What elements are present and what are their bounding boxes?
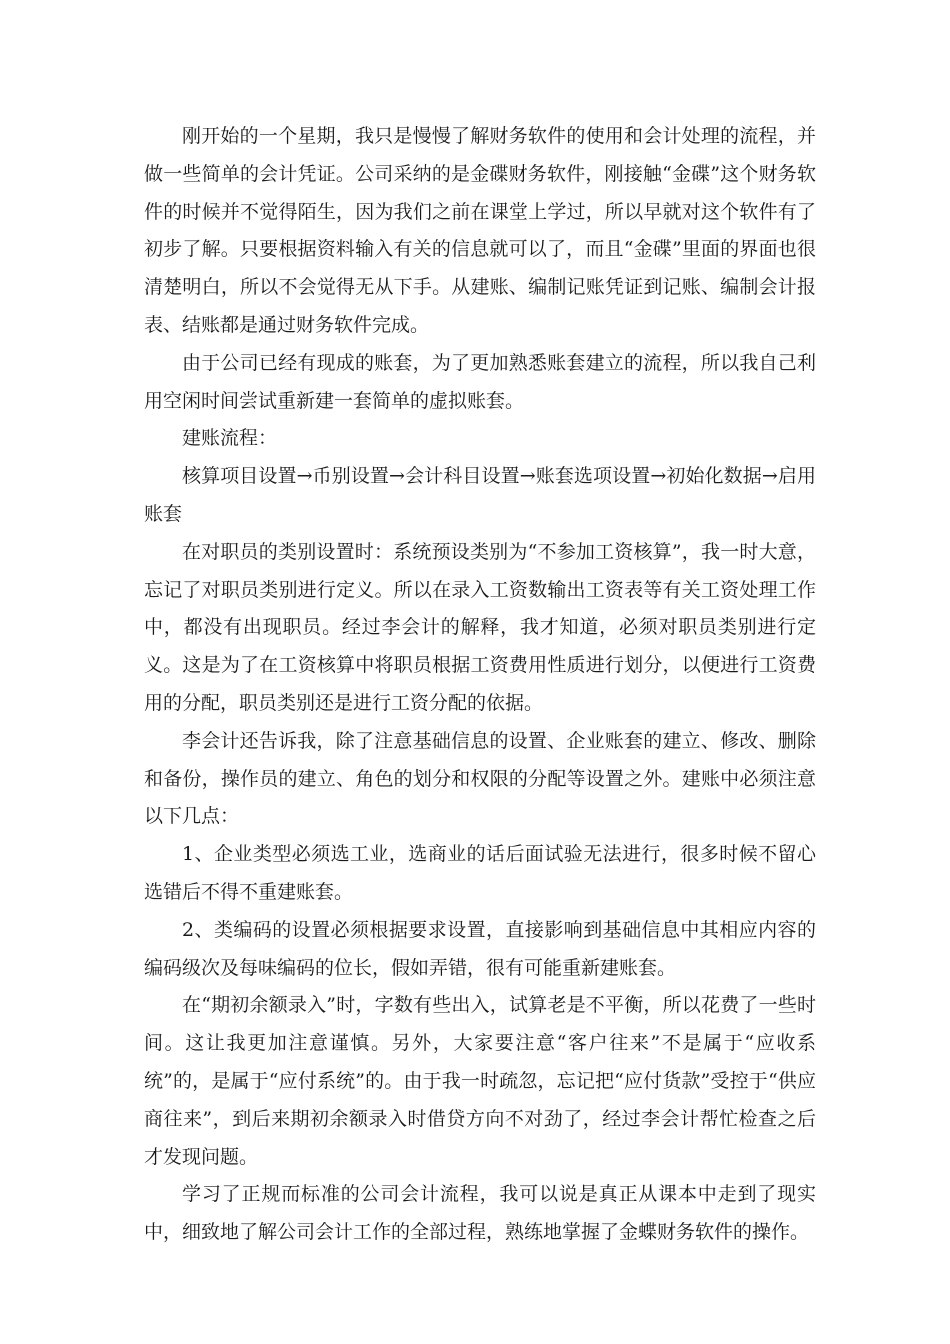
paragraph-ledger-process-heading: 建账流程： bbox=[182, 427, 278, 450]
paragraph-opening-balance: 在“期初余额录入”时，字数有些出入，试算老是不平衡，所以花费了一些时间。这让我更加注意谨慎。另外，大家要注意“客户往来”不是属于“应收系统”的，是属于“应付系统”的。由于我一时疏忽，忘记把“应付货款”受控于“供应商往来”，到后来期初余额录入时借贷方向不对劲了，经过李会计帮忙检查之后才发现问题。 bbox=[144, 994, 816, 1168]
paragraph-point-1: 1、企业类型必须选工业，选商业的话后面试验无法进行，很多时候不留心选错后不得不重建账套。 bbox=[144, 843, 816, 903]
paragraph-intro: 刚开始的一个星期，我只是慢慢了解财务软件的使用和会计处理的流程，并做一些简单的会计凭证。公司采纳的是金碟财务软件，刚接触“金碟”这个财务软件的时候并不觉得陌生，因为我们之前在课堂上学过，所以早就对这个软件有了初步了解。只要根据资料输入有关的信息就可以了，而且“金碟”里面的界面也很清楚明白，所以不会觉得无从下手。从建账、编制记账凭证到记账、编制会计报表、结账都是通过财务软件完成。 bbox=[144, 125, 816, 336]
paragraph-virtual-ledger: 由于公司已经有现成的账套，为了更加熟悉账套建立的流程，所以我自己利用空闲时间尝试重新建一套简单的虚拟账套。 bbox=[144, 351, 816, 412]
paragraph-accountant-advice: 李会计还告诉我，除了注意基础信息的设置、企业账套的建立、修改、删除和备份，操作员的建立、角色的划分和权限的分配等设置之外。建账中必须注意以下几点： bbox=[144, 729, 816, 828]
paragraph-staff-category: 在对职员的类别设置时：系统预设类别为“不参加工资核算”，我一时大意，忘记了对职员类别进行定义。所以在录入工资数输出工资表等有关工资处理工作中，都没有出现职员。经过李会计的解释，我才知道，必须对职员类别进行定义。这是为了在工资核算中将职员根据工资费用性质进行划分，以便进行工资费用的分配，职员类别还是进行工资分配的依据。 bbox=[144, 540, 816, 714]
paragraph-ledger-process-steps: 核算项目设置→币别设置→会计科目设置→账套选项设置→初始化数据→启用账套 bbox=[144, 465, 816, 525]
document-body bbox=[144, 118, 816, 1252]
paragraph-conclusion: 学习了正规而标准的公司会计流程，我可以说是真正从课本中走到了现实中，细致地了解公司会计工作的全部过程，熟练地掌握了金蝶财务软件的操作。 bbox=[144, 1183, 816, 1244]
paragraph-point-2: 2、类编码的设置必须根据要求设置，直接影响到基础信息中其相应内容的编码级次及每味编码的位长，假如弄错，很有可能重新建账套。 bbox=[144, 918, 816, 979]
